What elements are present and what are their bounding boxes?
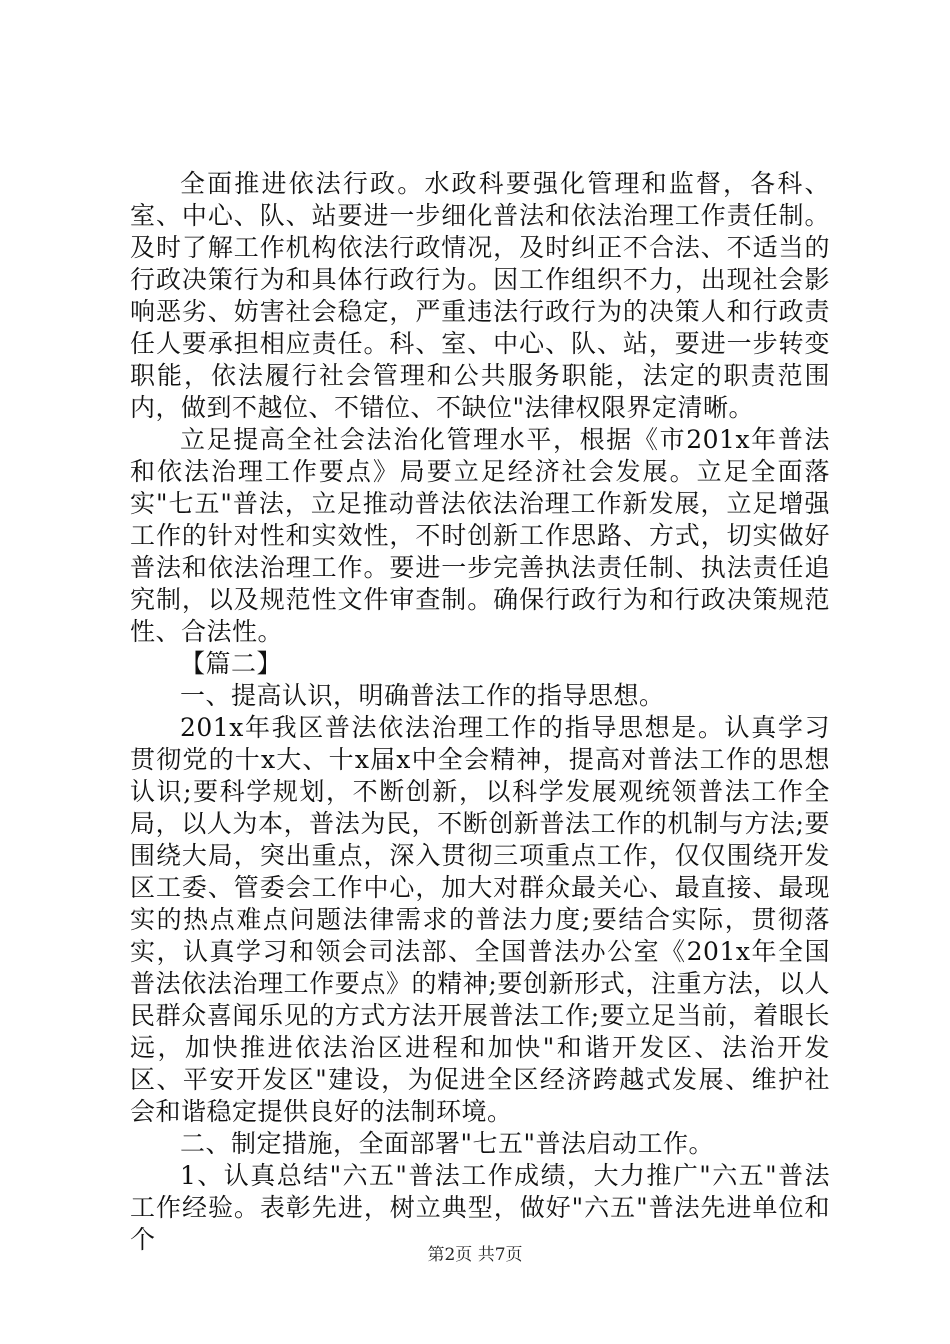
paragraph-rule-of-law: 立足提高全社会法治化管理水平，根据《市201x年普法和依法治理工作要点》局要立足经济社会发展。立足全面落实"七五"普法，立足推动普法依法治理工作新发展，立足增强工作的针对性和实效性，不时创新工作思路、方式，切实做好普法和依法治理工作。要进一步完善执法责任制、执法责任追究制，以及规范性文件审查制。确保行政行为和行政决策规范性、合法性。	[130, 425, 830, 646]
paragraph-summary: 1、认真总结"六五"普法工作成绩，大力推广"六五"普法工作经验。表彰先进，树立典型，做好"六五"普法先进单位和个	[130, 1161, 830, 1254]
page-number-footer: 第2页 共7页	[427, 1245, 523, 1265]
paragraph-administration: 全面推进依法行政。水政科要强化管理和监督，各科、室、中心、队、站要进一步细化普法和依法治理工作责任制。及时了解工作机构依法行政情况，及时纠正不合法、不适当的行政决策行为和具体行政行为。因工作组织不力，出现社会影响恶劣、妨害社会稳定，严重违法行政行为的决策人和行政责任人要承担相应责任。科、室、中心、队、站，要进一步转变职能，依法履行社会管理和公共服务职能，法定的职责范围内，做到不越位、不错位、不缺位"法律权限界定清晰。	[130, 169, 830, 422]
paragraph-guiding-thought: 201x年我区普法依法治理工作的指导思想是。认真学习贯彻党的十x大、十x届x中全会精神，提高对普法工作的思想认识;要科学规划，不断创新，以科学发展观统领普法工作全局，以人为本，普法为民，不断创新普法工作的机制与方法;要围绕大局，突出重点，深入贯彻三项重点工作，仅仅围绕开发区工委、管委会工作中心，加大对群众最关心、最直接、最现实的热点难点问题法律需求的普法力度;要结合实际，贯彻落实，认真学习和领会司法部、全国普法办公室《201x年全国普法依法治理工作要点》的精神;要创新形式，注重方法，以人民群众喜闻乐见的方式方法开展普法工作;要立足当前，着眼长远，加快推进依法治区进程和加快"和谐开发区、法治开发区、平安开发区"建设，为促进全区经济跨越式发展、维护社会和谐稳定提供良好的法制环境。	[130, 713, 830, 1126]
subheading-one: 一、提高认识，明确普法工作的指导思想。	[180, 681, 665, 710]
section-heading-part-two: 【篇二】	[180, 649, 283, 678]
subheading-two: 二、制定措施，全面部署"七五"普法启动工作。	[180, 1129, 714, 1158]
body-text	[130, 168, 830, 1256]
